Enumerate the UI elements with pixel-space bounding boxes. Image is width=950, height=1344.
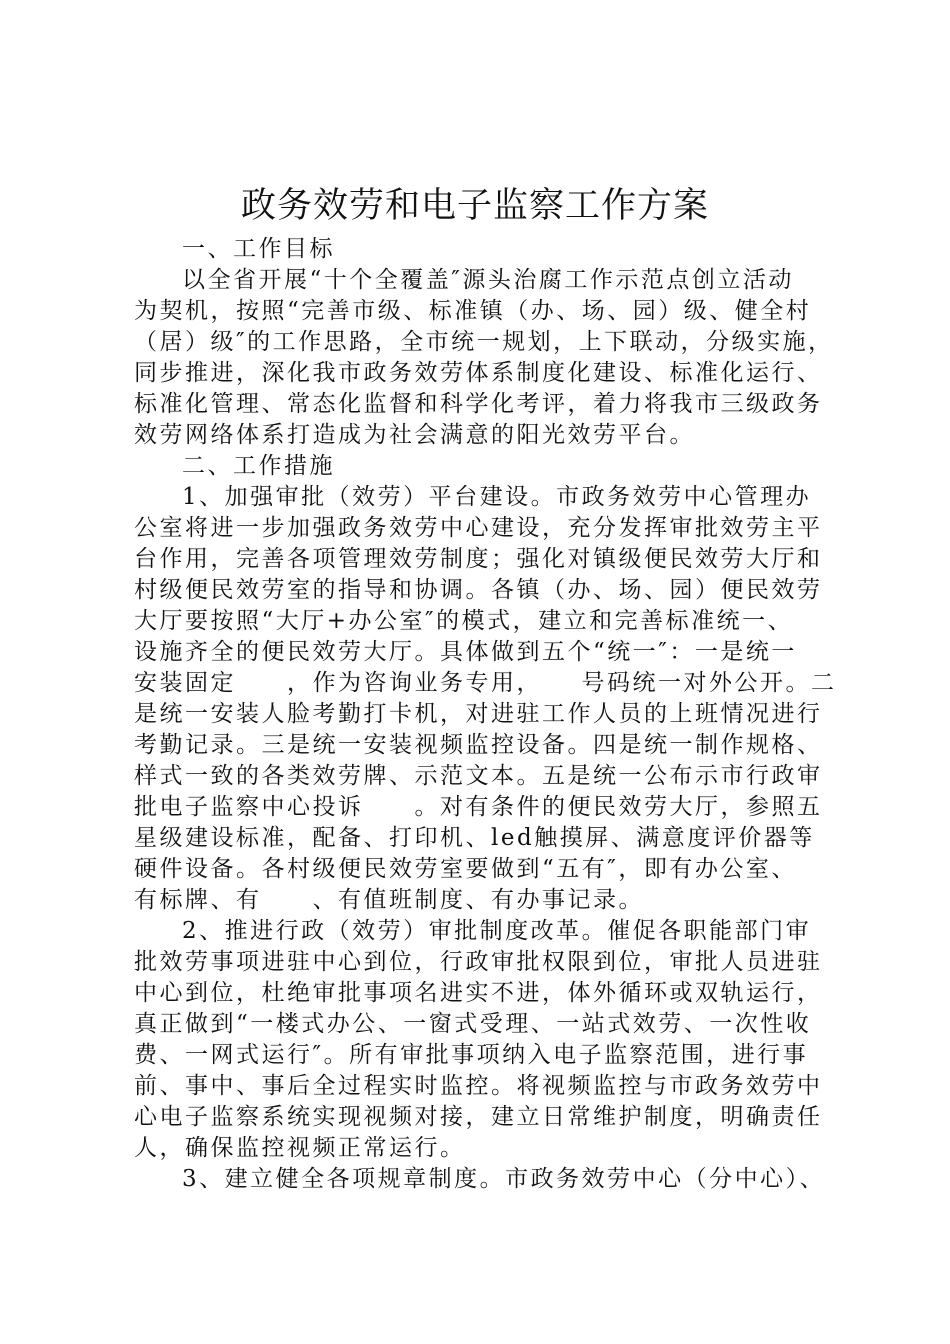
paragraph-line: 大厅要按照“大厅+办公室″的模式，建立和完善标准统一、: [134, 608, 794, 634]
document-title: 政务效劳和电子监察工作方案: [240, 186, 709, 226]
paragraph-line: 中心到位，杜绝审批事项名进实不进，体外循环或双轨运行，: [134, 980, 823, 1006]
paragraph-line: 标准化管理、常态化监督和科学化考评，着力将我市三级政务: [134, 391, 823, 417]
paragraph-line: 1、加强审批（效劳）平台建设。市政务效劳中心管理办: [182, 484, 812, 510]
paragraph-line: 星级建设标准，配备、打印机、led触摸屏、满意度评价器等: [134, 825, 815, 851]
paragraph-line: 前、事中、事后全过程实时监控。将视频监控与市政务效劳中: [134, 1073, 823, 1099]
paragraph-line: 考勤记录。三是统一安装视频监控设备。四是统一制作规格、: [134, 732, 823, 758]
paragraph-line: （居）级″的工作思路，全市统一规划，上下联动，分级实施，: [134, 329, 834, 355]
paragraph-line: 批效劳事项进驻中心到位，行政审批权限到位，审批人员进驻: [134, 949, 823, 975]
paragraph-line: 有标牌、有 、有值班制度、有办事记录。: [134, 887, 644, 913]
paragraph-line: 村级便民效劳室的指导和协调。各镇（办、场、园）便民效劳: [134, 577, 823, 603]
paragraph-line: 公室将进一步加强政务效劳中心建设，充分发挥审批效劳主平: [134, 515, 823, 541]
paragraph-line: 真正做到“一楼式办公、一窗式受理、一站式效劳、一次性收: [134, 1011, 812, 1037]
paragraph-line: 设施齐全的便民效劳大厅。具体做到五个“统一″：一是统一: [134, 639, 797, 665]
paragraph-line: 3、建立健全各项规章制度。市政务效劳中心（分中心）、: [182, 1166, 826, 1192]
paragraph-line: 是统一安装人脸考勤打卡机，对进驻工作人员的上班情况进行: [134, 701, 823, 727]
paragraph-line: 同步推进，深化我市政务效劳体系制度化建设、标准化运行、: [134, 360, 823, 386]
paragraph-line: 心电子监察系统实现视频对接，建立日常维护制度，明确责任: [134, 1104, 823, 1130]
section-heading-measures: 二、工作措施: [182, 453, 335, 479]
paragraph-line: 批电子监察中心投诉 。对有条件的便民效劳大厅，参照五: [134, 794, 823, 820]
paragraph-line: 以全省开展“十个全覆盖″源头治腐工作示范点创立活动: [182, 267, 794, 293]
paragraph-line: 安装固定 ，作为咨询业务专用， 号码统一对外公开。二: [134, 670, 837, 696]
paragraph-line: 费、一网式运行″。所有审批事项纳入电子监察范围，进行事: [134, 1042, 809, 1068]
section-heading-goals: 一、工作目标: [182, 236, 335, 262]
paragraph-line: 台作用，完善各项管理效劳制度；强化对镇级便民效劳大厅和: [134, 546, 823, 572]
paragraph-line: 硬件设备。各村级便民效劳室要做到“五有″，即有办公室、: [134, 856, 797, 882]
paragraph-line: 人，确保监控视频正常运行。: [134, 1135, 466, 1161]
paragraph-line: 2、推进行政（效劳）审批制度改革。催促各职能部门审: [182, 918, 812, 944]
paragraph-line: 样式一致的各类效劳牌、示范文本。五是统一公布示市行政审: [134, 763, 823, 789]
paragraph-line: 效劳网络体系打造成为社会满意的阳光效劳平台。: [134, 422, 695, 448]
paragraph-line: 为契机，按照“完善市级、标准镇（办、场、园）级、健全村: [134, 298, 812, 324]
